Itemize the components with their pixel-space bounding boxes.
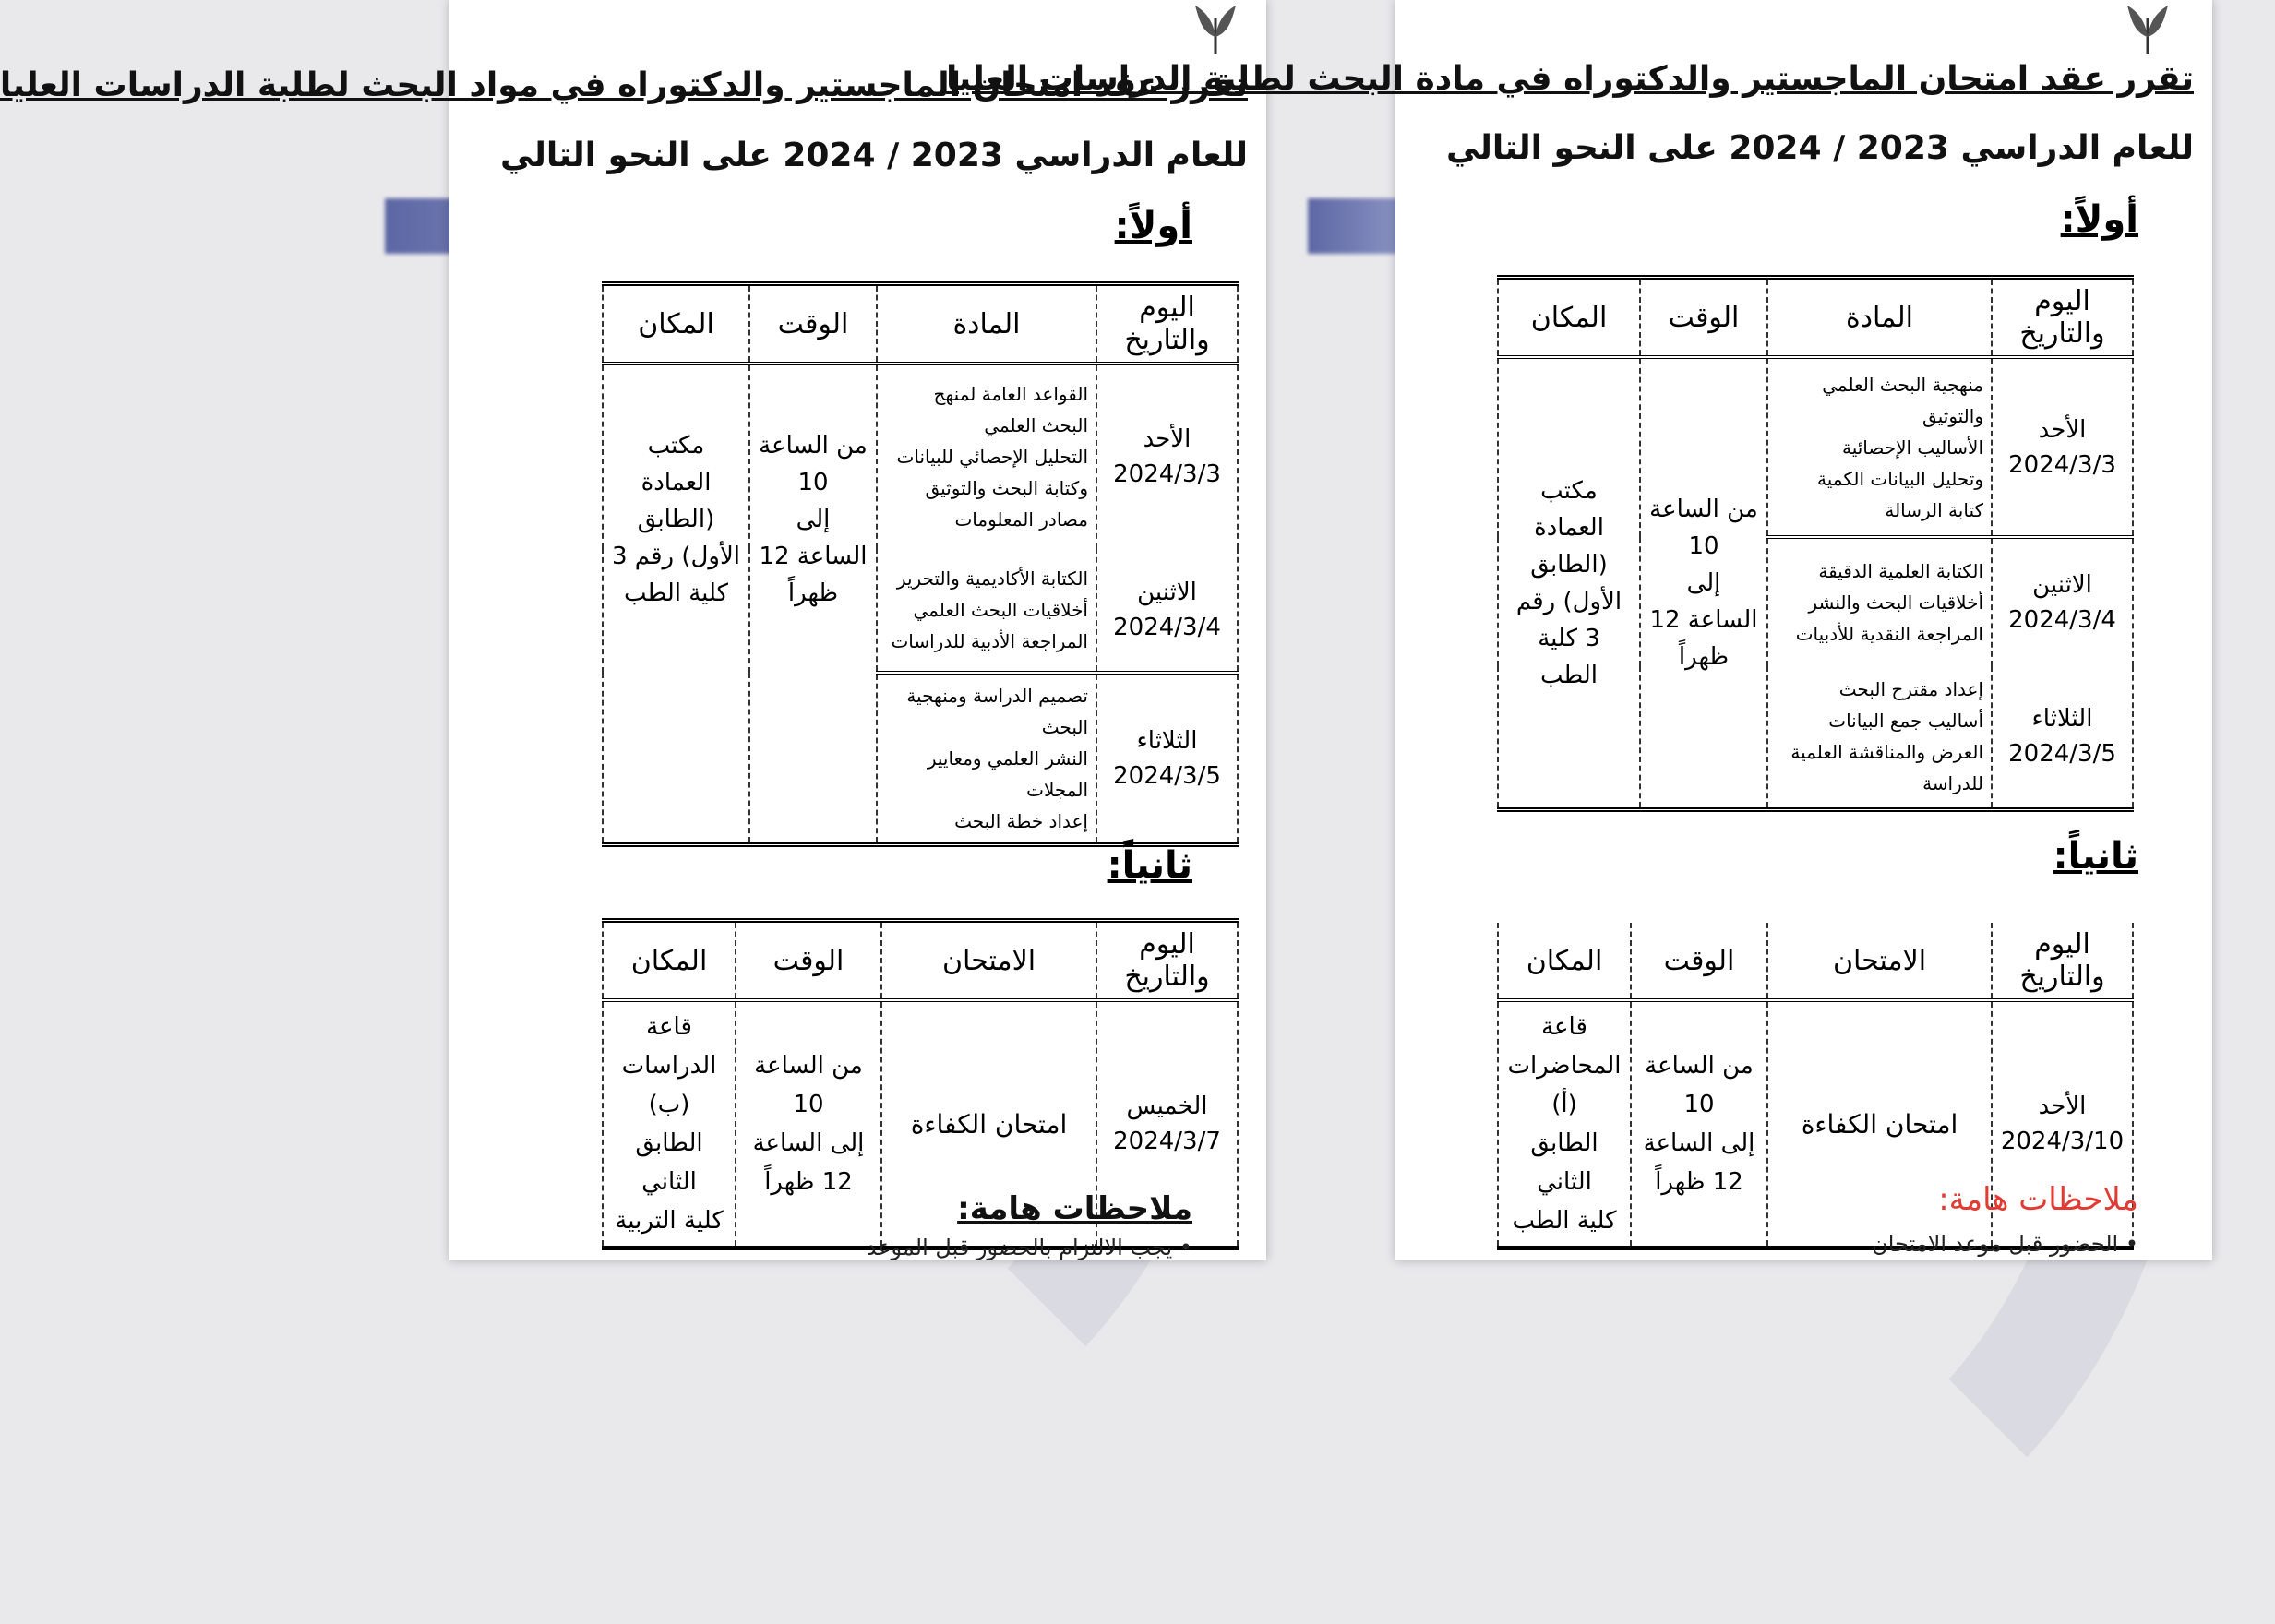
notes-title: ملاحظات هامة:	[1938, 1181, 2138, 1218]
document-page-left	[0, 0, 1266, 1260]
topic-cell: القواعد العامة لمنهج البحث العلمي التحليل الإحصائي للبيانات وكتابة البحث والتوثيق مصادر المعلومات	[877, 364, 1096, 548]
notes-title: ملاحظات هامة:	[957, 1190, 1192, 1227]
column-header-place: المكان	[603, 921, 736, 1001]
section-title-second: ثانياً:	[2053, 835, 2138, 878]
column-header-topic: المادة	[877, 284, 1096, 364]
table-row	[1498, 357, 2133, 537]
column-header-exam: الامتحان	[881, 921, 1096, 1001]
column-header-time: الوقت	[1631, 923, 1767, 1000]
schedule-table-first	[1497, 275, 2134, 812]
day-cell: الاثنين 2024/3/4	[1992, 537, 2133, 666]
time-cell: من الساعة 10 إلى الساعة 12 ظهراً	[749, 364, 877, 673]
document-heading-line-1: تقرر عقد امتحان الماجستير والدكتوراه في مادة البحث لطلبة الدراسات العليا	[946, 60, 2194, 98]
day-cell: الخميس 2024/3/7	[1096, 1000, 1238, 1248]
day-cell: الأحد 2024/3/3	[1096, 364, 1238, 548]
topic-cell: الكتابة الأكاديمية والتحرير أخلاقيات البحث العلمي المراجعة الأدبية للدراسات	[877, 548, 1096, 673]
day-cell: الاثنين 2024/3/4	[1096, 548, 1238, 673]
document-heading-line-1: تقرر عقد امتحان الماجستير والدكتوراه في مواد البحث لطلبة الدراسات العليا	[0, 66, 1248, 104]
column-header-day: اليوم والتاريخ	[1992, 278, 2133, 358]
section-title-first: أولاً:	[1114, 205, 1192, 247]
laurel-emblem-icon	[2115, 0, 2180, 57]
topic-cell: تصميم الدراسة ومنهجية البحث النشر العلمي ومعايير المجلات إعداد خطة البحث	[877, 673, 1096, 845]
column-header-topic: المادة	[1767, 278, 1992, 358]
section-title-first: أولاً:	[2060, 198, 2138, 241]
column-header-day: اليوم والتاريخ	[1096, 921, 1238, 1001]
place-cell: مكتب العمادة (الطابق الأول) رقم 3 كلية الطب	[603, 364, 749, 673]
place-cell: قاعة المحاضرات (أ) الطابق الثاني كلية الطب	[1498, 1000, 1631, 1248]
column-header-time: الوقت	[749, 284, 877, 364]
notes-line: • الحضور قبل موعد الامتحان	[1872, 1231, 2138, 1257]
time-cell: من الساعة 10 إلى الساعة 12 ظهراً	[736, 1000, 881, 1248]
document-heading-line-2: للعام الدراسي 2023 / 2024 على النحو التالي	[1445, 129, 2194, 167]
exam-cell: امتحان الكفاءة	[1767, 1000, 1992, 1248]
document-heading-line-2: للعام الدراسي 2023 / 2024 على النحو التالي	[499, 137, 1248, 174]
schedule-table-first	[602, 281, 1239, 847]
exam-cell: امتحان الكفاءة	[881, 1000, 1096, 1248]
notes-line: • يجب الالتزام بالحضور قبل الموعد	[866, 1235, 1192, 1260]
place-cell: قاعة الدراسات (ب) الطابق الثاني كلية التربية	[603, 1000, 736, 1248]
column-header-place: المكان	[603, 284, 749, 364]
day-cell: الثلاثاء 2024/3/5	[1992, 666, 2133, 809]
day-cell: الأحد 2024/3/10	[1992, 1000, 2133, 1248]
topic-cell: الكتابة العلمية الدقيقة أخلاقيات البحث والنشر المراجعة النقدية للأدبيات	[1767, 537, 1992, 666]
column-header-place: المكان	[1498, 278, 1640, 358]
table-row	[603, 673, 1238, 845]
column-header-time: الوقت	[736, 921, 881, 1001]
column-header-day: اليوم والتاريخ	[1992, 923, 2133, 1000]
time-cell: من الساعة 10 إلى الساعة 12 ظهراً	[1640, 357, 1767, 809]
laurel-emblem-icon	[1183, 0, 1248, 57]
column-header-place: المكان	[1498, 923, 1631, 1000]
section-title-second: ثانياً:	[1107, 844, 1192, 887]
column-header-time: الوقت	[1640, 278, 1767, 358]
topic-cell: إعداد مقترح البحث أساليب جمع البيانات العرض والمناقشة العلمية للدراسة	[1767, 666, 1992, 809]
column-header-day: اليوم والتاريخ	[1096, 284, 1238, 364]
topic-cell: منهجية البحث العلمي والتوثيق الأساليب الإحصائية وتحليل البيانات الكمية كتابة الرسالة	[1767, 357, 1992, 537]
day-cell: الثلاثاء 2024/3/5	[1096, 673, 1238, 845]
table-row	[603, 364, 1238, 548]
time-cell: من الساعة 10 إلى الساعة 12 ظهراً	[1631, 1000, 1767, 1248]
place-cell: مكتب العمادة (الطابق الأول) رقم 3 كلية الطب	[1498, 357, 1640, 809]
day-cell: الأحد 2024/3/3	[1992, 357, 2133, 537]
column-header-exam: الامتحان	[1767, 923, 1992, 1000]
